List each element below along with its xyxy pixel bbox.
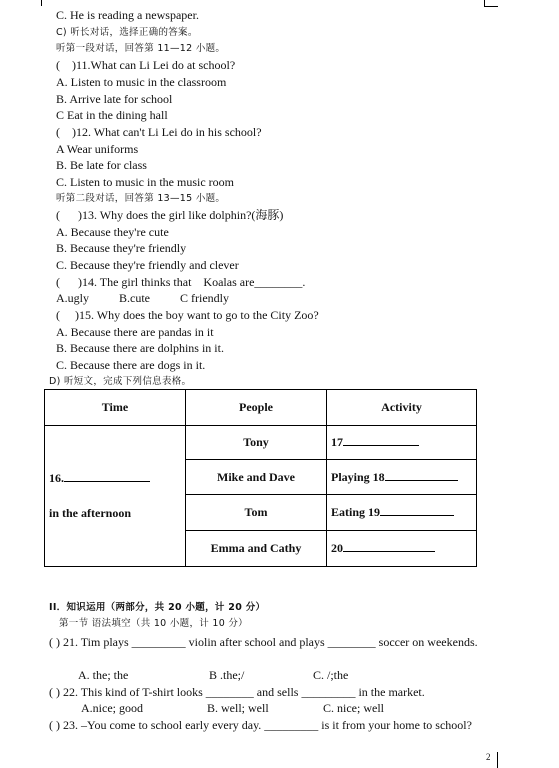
option: C. Because there are dogs in it.	[56, 358, 206, 372]
crop-mark-bottom-right-v	[497, 752, 498, 768]
page-number: 2	[486, 752, 491, 762]
option: B. Arrive late for school	[56, 92, 173, 106]
question-14: ( )14. The girl thinks that Koalas are________.	[56, 275, 306, 289]
people-cell: Mike and Dave	[186, 460, 327, 495]
answer-blank	[385, 480, 458, 481]
time-cell	[45, 426, 186, 567]
option-b: B. well; well	[207, 701, 269, 715]
activity-cell: Eating 19	[327, 495, 477, 531]
question-12: ( )12. What can't Li Lei do in his school?	[56, 125, 262, 139]
option: B. Because they're friendly	[56, 241, 187, 255]
section-title: II．知识运用（两部分，共 20 小题，计 20 分）	[49, 602, 266, 613]
question-21: ( ) 21. Tim plays _________ violin after school and plays ________ soccer on weekends.	[49, 635, 478, 649]
option-b: B .the;/	[209, 668, 245, 682]
option-a: A.nice; good	[81, 701, 143, 715]
answer-blank	[380, 515, 454, 516]
answer-blank	[343, 551, 435, 552]
option: B. Because there are dolphins in it.	[56, 341, 224, 355]
option: C. Because they're friendly and clever	[56, 258, 239, 272]
option-c: C. nice; well	[323, 701, 384, 715]
activity-cell: 20	[327, 531, 477, 567]
question-22: ( ) 22. This kind of T-shirt looks ________ and sells _________ in the market.	[49, 685, 425, 699]
text-line: C. He is reading a newspaper.	[56, 8, 199, 22]
crop-mark-top-left-v	[41, 0, 42, 6]
section-subtitle: 第一节 语法填空（共 10 小题，计 10 分）	[59, 618, 248, 629]
question-23: ( ) 23. –You come to school early every day. _________ is it from your home to school?	[49, 718, 472, 732]
answer-blank	[343, 445, 419, 446]
option: C. Listen to music in the music room	[56, 175, 234, 189]
section-heading: D) 听短文，完成下列信息表格。	[49, 376, 192, 387]
instruction: 听第一段对话，回答第 11—12 小题。	[56, 43, 226, 54]
section-heading: C) 听长对话，选择正确的答案。	[56, 27, 198, 38]
question-11: ( )11.What can Li Lei do at school?	[56, 58, 236, 72]
table-header-row	[45, 390, 477, 426]
question-15: ( )15. Why does the boy want to go to the City Zoo?	[56, 308, 319, 322]
info-table	[44, 389, 477, 567]
option: A. Because they're cute	[56, 225, 169, 239]
header-people: People	[186, 390, 327, 426]
options-row: A.ugly B.cute C friendly	[56, 291, 229, 305]
people-cell: Tony	[186, 426, 327, 460]
option-a: A. the; the	[78, 668, 129, 682]
option: A Wear uniforms	[56, 142, 139, 156]
header-activity: Activity	[327, 390, 477, 426]
option: A. Because there are pandas in it	[56, 325, 214, 339]
time-text: in the afternoon	[49, 506, 131, 520]
people-cell: Emma and Cathy	[186, 531, 327, 567]
answer-blank	[64, 481, 150, 482]
activity-cell: Playing 18	[327, 460, 477, 495]
time-number: 16.	[49, 471, 64, 485]
option-c: C. /;the	[313, 668, 349, 682]
activity-cell: 17	[327, 426, 477, 460]
crop-mark-top-right-h	[484, 6, 498, 7]
header-time: Time	[45, 390, 186, 426]
option: C Eat in the dining hall	[56, 108, 168, 122]
table-row	[45, 426, 477, 460]
option: B. Be late for class	[56, 158, 147, 172]
people-cell: Tom	[186, 495, 327, 531]
instruction: 听第二段对话，回答第 13—15 小题。	[56, 193, 226, 204]
option: A. Listen to music in the classroom	[56, 75, 227, 89]
question-13: ( )13. Why does the girl like dolphin?(海豚)	[56, 208, 284, 222]
